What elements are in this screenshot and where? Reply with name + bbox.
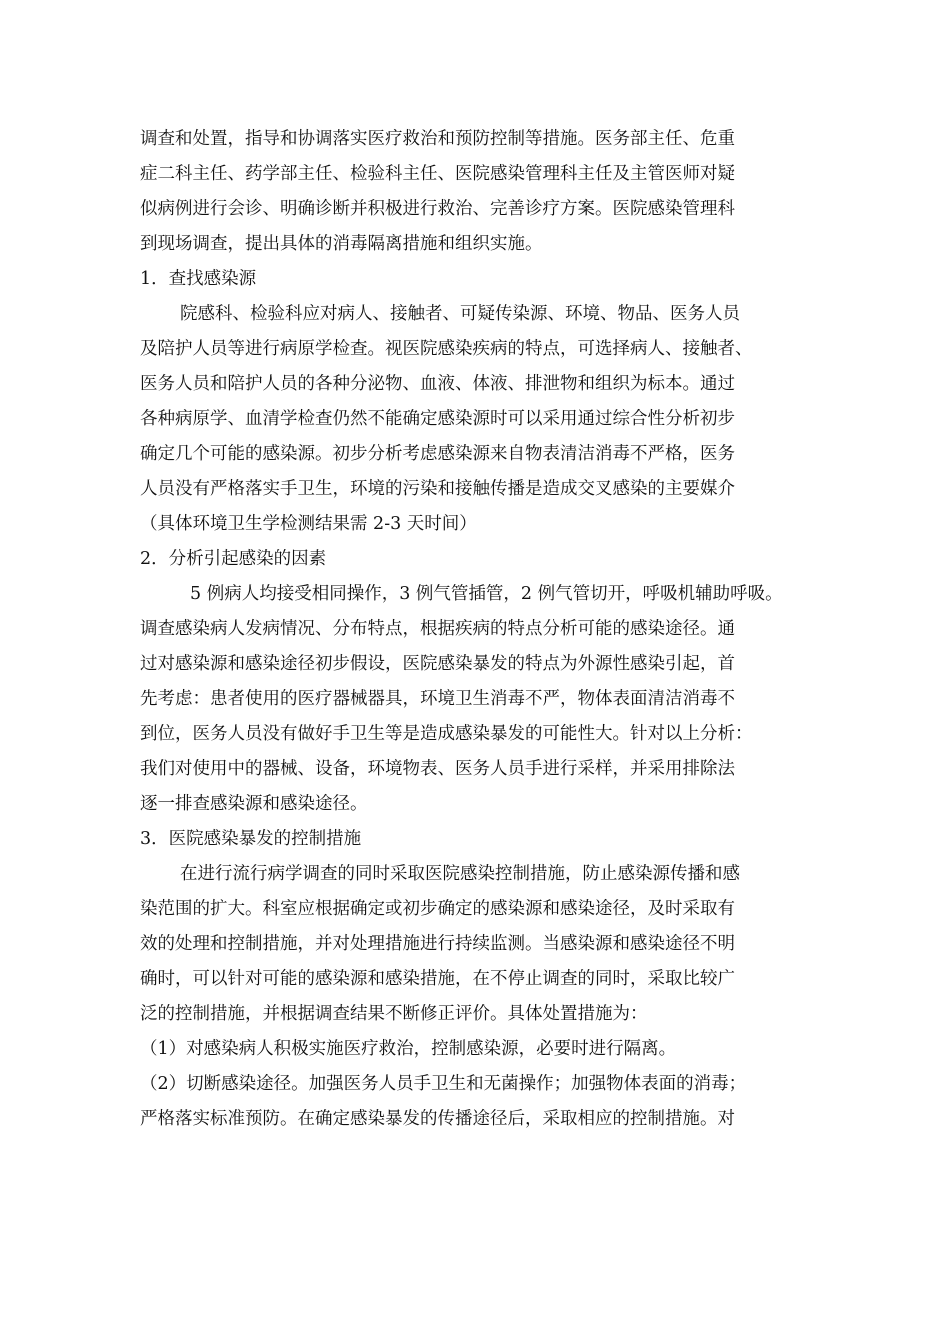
section-heading-3: 3．医院感染暴发的控制措施 [140, 829, 362, 849]
paragraph-line: 及陪护人员等进行病原学检查。视医院感染疾病的特点，可选择病人、接触者、 [140, 339, 753, 359]
paragraph-line: 泛的控制措施，并根据调查结果不断修正评价。具体处置措施为： [140, 1004, 648, 1024]
paragraph-line: 染范围的扩大。科室应根据确定或初步确定的感染源和感染途径，及时采取有 [140, 899, 735, 919]
paragraph-line: 到位，医务人员没有做好手卫生等是造成感染暴发的可能性大。针对以上分析： [140, 724, 753, 744]
paragraph-line: 逐一排查感染源和感染途径。 [140, 794, 368, 814]
paragraph-line: 调查感染病人发病情况、分布特点，根据疾病的特点分析可能的感染途径。通 [140, 619, 735, 639]
paragraph-line: 院感科、检验科应对病人、接触者、可疑传染源、环境、物品、医务人员 [180, 304, 740, 324]
paragraph-line: 严格落实标准预防。在确定感染暴发的传播途径后，采取相应的控制措施。对 [140, 1109, 735, 1129]
section-heading-1: 1．查找感染源 [140, 269, 257, 289]
paragraph-line: 似病例进行会诊、明确诊断并积极进行救治、完善诊疗方案。医院感染管理科 [140, 199, 735, 219]
list-item-2: （2）切断感染途径。加强医务人员手卫生和无菌操作；加强物体表面的消毒； [140, 1074, 747, 1094]
paragraph-line: 人员没有严格落实手卫生，环境的污染和接触传播是造成交叉感染的主要媒介 [140, 479, 735, 499]
paragraph-line: 调查和处置，指导和协调落实医疗救治和预防控制等措施。医务部主任、危重 [140, 129, 735, 149]
paragraph-line: 到现场调查，提出具体的消毒隔离措施和组织实施。 [140, 234, 543, 254]
list-item-1: （1）对感染病人积极实施医疗救治，控制感染源，必要时进行隔离。 [140, 1039, 677, 1059]
paragraph-line: 确定几个可能的感染源。初步分析考虑感染源来自物表清洁消毒不严格，医务 [140, 444, 735, 464]
paragraph-line: 过对感染源和感染途径初步假设，医院感染暴发的特点为外源性感染引起，首 [140, 654, 735, 674]
paragraph-line: 医务人员和陪护人员的各种分泌物、血液、体液、排泄物和组织为标本。通过 [140, 374, 735, 394]
paragraph-line: 在进行流行病学调查的同时采取医院感染控制措施，防止感染源传播和感 [180, 864, 740, 884]
section-heading-2: 2．分析引起感染的因素 [140, 549, 327, 569]
paragraph-line: 我们对使用中的器械、设备，环境物表、医务人员手进行采样，并采用排除法 [140, 759, 735, 779]
paragraph-line: 效的处理和控制措施，并对处理措施进行持续监测。当感染源和感染途径不明 [140, 934, 735, 954]
paragraph-line: 先考虑：患者使用的医疗器械器具，环境卫生消毒不严，物体表面清洁消毒不 [140, 689, 735, 709]
paragraph-line: 确时，可以针对可能的感染源和感染措施，在不停止调查的同时，采取比较广 [140, 969, 735, 989]
paragraph-line: 各种病原学、血清学检查仍然不能确定感染源时可以采用通过综合性分析初步 [140, 409, 735, 429]
paragraph-line: 5 例病人均接受相同操作，3 例气管插管，2 例气管切开，呼吸机辅助呼吸。 [190, 584, 783, 604]
paragraph-line: 症二科主任、药学部主任、检验科主任、医院感染管理科主任及主管医师对疑 [140, 164, 735, 184]
paragraph-line: （具体环境卫生学检测结果需 2-3 天时间） [140, 514, 477, 534]
